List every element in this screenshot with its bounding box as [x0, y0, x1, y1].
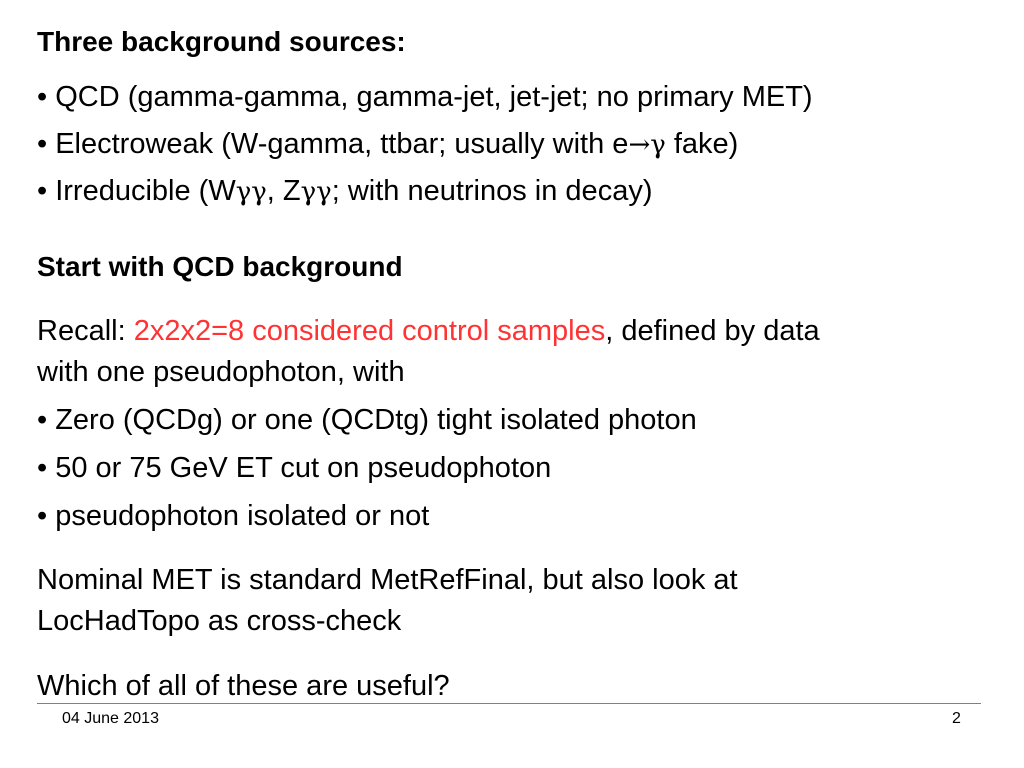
bullet-electroweak-suffix: fake): [665, 128, 739, 160]
footer-divider: [37, 703, 981, 704]
heading-qcd-background: Start with QCD background: [37, 251, 403, 282]
bullet-isolation: • pseudophoton isolated or not: [37, 500, 430, 532]
gamma-symbol: γ: [650, 130, 666, 160]
gamma-gamma-symbol: γγ: [235, 177, 267, 207]
bullet-tight-photon: • Zero (QCDg) or one (QCDtg) tight isolated photon: [37, 404, 697, 436]
bullet-et-cut: • 50 or 75 GeV ET cut on pseudophoton: [37, 452, 552, 484]
recall-line-2: with one pseudophoton, with: [37, 356, 405, 388]
bullet-electroweak: [37, 127, 738, 162]
nominal-met-line-2: LocHadTopo as cross-check: [37, 605, 402, 637]
control-samples-highlight: 2x2x2=8 considered control samples: [133, 315, 606, 347]
bullet-qcd: • QCD (gamma-gamma, gamma-jet, jet-jet; no primary MET): [37, 81, 813, 113]
recall-line: [37, 314, 820, 348]
nominal-met-line: Nominal MET is standard MetRefFinal, but also look at: [37, 564, 738, 596]
recall-suffix: , defined by data: [605, 315, 820, 347]
page-number: 2: [952, 710, 961, 727]
gamma-gamma-symbol: γγ: [300, 177, 332, 207]
question-line: Which of all of these are useful?: [37, 670, 450, 702]
bullet-irreducible: [37, 174, 652, 209]
bullet-irreducible-text: • Irreducible (W: [37, 175, 236, 207]
arrow-symbol: →: [628, 130, 651, 160]
bullet-irreducible-mid: , Z: [266, 175, 301, 207]
recall-prefix: Recall:: [37, 315, 134, 347]
bullet-electroweak-text: • Electroweak (W-gamma, ttbar; usually with e: [37, 128, 629, 160]
heading-background-sources: Three background sources:: [37, 26, 406, 57]
bullet-irreducible-suffix: ; with neutrinos in decay): [331, 175, 653, 207]
footer-date: 04 June 2013: [62, 710, 159, 727]
